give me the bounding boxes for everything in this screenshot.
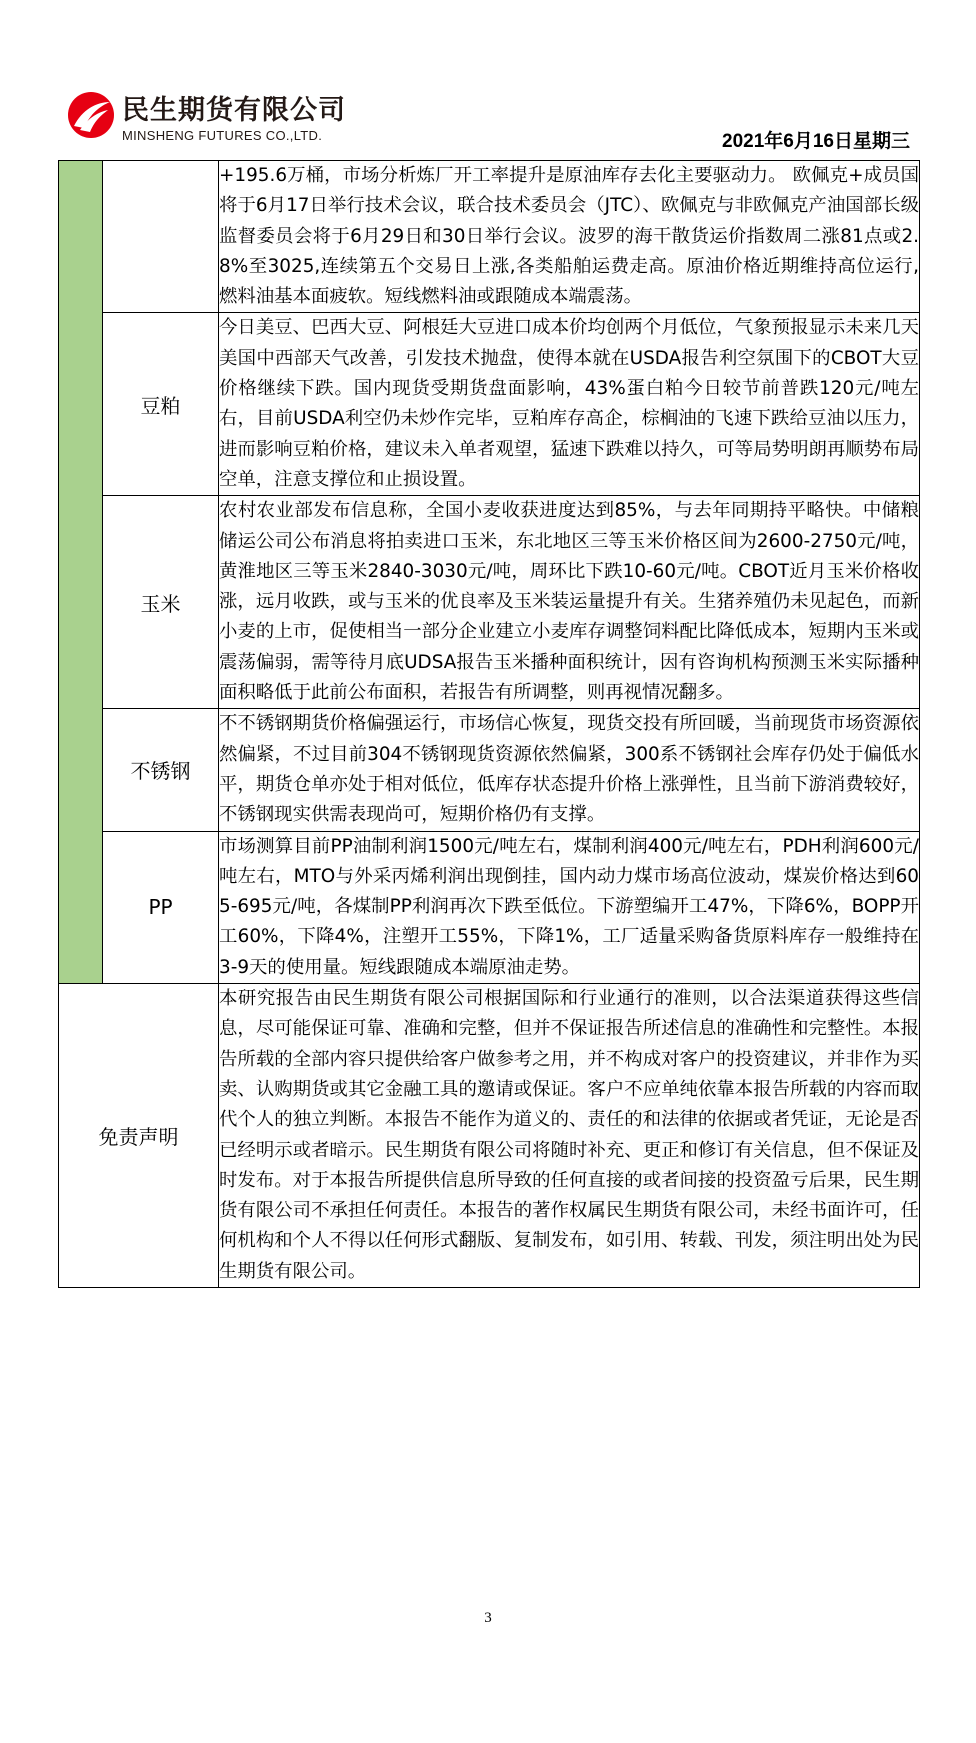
table-row	[59, 161, 920, 313]
commodity-name: 豆粕	[103, 313, 219, 496]
commodity-commentary: 市场测算目前PP油制利润1500元/吨左右，煤制利润400元/吨左右，PDH利润600元/吨左右，MTO与外采丙烯利润出现倒挂，国内动力煤市场高位波动，煤炭价格达到605-695元/吨，各煤制PP利润再次下跌至低位。下游塑编开工47%，下降6%，BOPP开工60%，下降4%，注塑开工55%，下降1%，工厂适量采购备货原料库存一般维持在3-9天的使用量。短线跟随成本端原油走势。	[219, 831, 920, 983]
category-green-column	[59, 161, 103, 984]
disclaimer-text: 本研究报告由民生期货有限公司根据国际和行业通行的准则，以合法渠道获得这些信息，尽可能保证可靠、准确和完整，但并不保证报告所述信息的准确性和完整性。本报告所载的全部内容只提供给客户做参考之用，并不构成对客户的投资建议，并非作为买卖、认购期货或其它金融工具的邀请或保证。客户不应单纯依靠本报告所载的内容而取代个人的独立判断。本报告不能作为道义的、责任的和法律的依据或者凭证，无论是否已经明示或者暗示。民生期货有限公司将随时补充、更正和修订有关信息，但不保证及时发布。对于本报告所提供信息所导致的任何直接的或者间接的投资盈亏后果，民生期货有限公司不承担任何责任。本报告的著作权属民生期货有限公司，未经书面许可，任何机构和个人不得以任何形式翻版、复制发布，如引用、转载、刊发，须注明出处为民生期货有限公司。	[219, 984, 920, 1288]
company-name-cn: 民生期货有限公司	[122, 95, 346, 126]
commodity-commentary: 不不锈钢期货价格偏强运行，市场信心恢复，现货交投有所回暖，当前现货市场资源依然偏紧，不过目前304不锈钢现货资源依然偏紧，300系不锈钢社会库存仍处于偏低水平，期货仓单亦处于相对低位，低库存状态提升价格上涨弹性，且当前下游消费较好，不锈钢现实供需表现尚可，短期价格仍有支撑。	[219, 709, 920, 831]
commodity-name: PP	[103, 831, 219, 983]
table-row	[59, 496, 920, 709]
table-row	[59, 709, 920, 831]
commodity-name	[103, 161, 219, 313]
table-row	[59, 313, 920, 496]
disclaimer-title: 免责声明	[59, 984, 219, 1288]
commodity-commentary: +195.6万桶，市场分析炼厂开工率提升是原油库存去化主要驱动力。 欧佩克+成员国将于6月17日举行技术会议，联合技术委员会（JTC）、欧佩克与非欧佩克产油国部长级监督委员会将于6月29日和30日举行会议。波罗的海干散货运价指数周二涨81点或2.8%至3025,连续第五个交易日上涨,各类船舶运费走高。原油价格近期维持高位运行,燃料油基本面疲软。短线燃料油或跟随成本端震荡。	[219, 161, 920, 313]
company-logo	[66, 88, 356, 150]
table-row	[59, 831, 920, 983]
commodity-name: 不锈钢	[103, 709, 219, 831]
minsheng-logo-icon	[66, 90, 116, 140]
page-header	[0, 0, 976, 160]
page-number: 3	[484, 1610, 492, 1626]
company-name-en: MINSHENG FUTURES CO.,LTD.	[122, 128, 323, 143]
market-commentary-table	[58, 160, 920, 1288]
report-date: 2021年6月16日星期三	[722, 131, 910, 152]
commodity-name: 玉米	[103, 496, 219, 709]
disclaimer-row	[59, 984, 920, 1288]
commodity-commentary: 今日美豆、巴西大豆、阿根廷大豆进口成本价均创两个月低位，气象预报显示未来几天美国中西部天气改善，引发技术抛盘，使得本就在USDA报告利空氛围下的CBOT大豆价格继续下跌。国内现货受期货盘面影响，43%蛋白粕今日较节前普跌120元/吨左右，目前USDA利空仍未炒作完毕，豆粕库存高企，棕榈油的飞速下跌给豆油以压力，进而影响豆粕价格，建议未入单者观望，猛速下跌难以持久，可等局势明朗再顺势布局空单，注意支撑位和止损设置。	[219, 313, 920, 496]
commodity-commentary: 农村农业部发布信息称，全国小麦收获进度达到85%，与去年同期持平略快。中储粮储运公司公布消息将拍卖进口玉米，东北地区三等玉米价格区间为2600-2750元/吨，黄淮地区三等玉米2840-3030元/吨，周环比下跌10-60元/吨。CBOT近月玉米价格收涨，远月收跌，或与玉米的优良率及玉米装运量提升有关。生猪养殖仍未见起色，而新小麦的上市，促使相当一部分企业建立小麦库存调整饲料配比降低成本，短期内玉米或震荡偏弱，需等待月底UDSA报告玉米播种面积统计，因有咨询机构预测玉米实际播种面积略低于此前公布面积，若报告有所调整，则再视情况翻多。	[219, 496, 920, 709]
